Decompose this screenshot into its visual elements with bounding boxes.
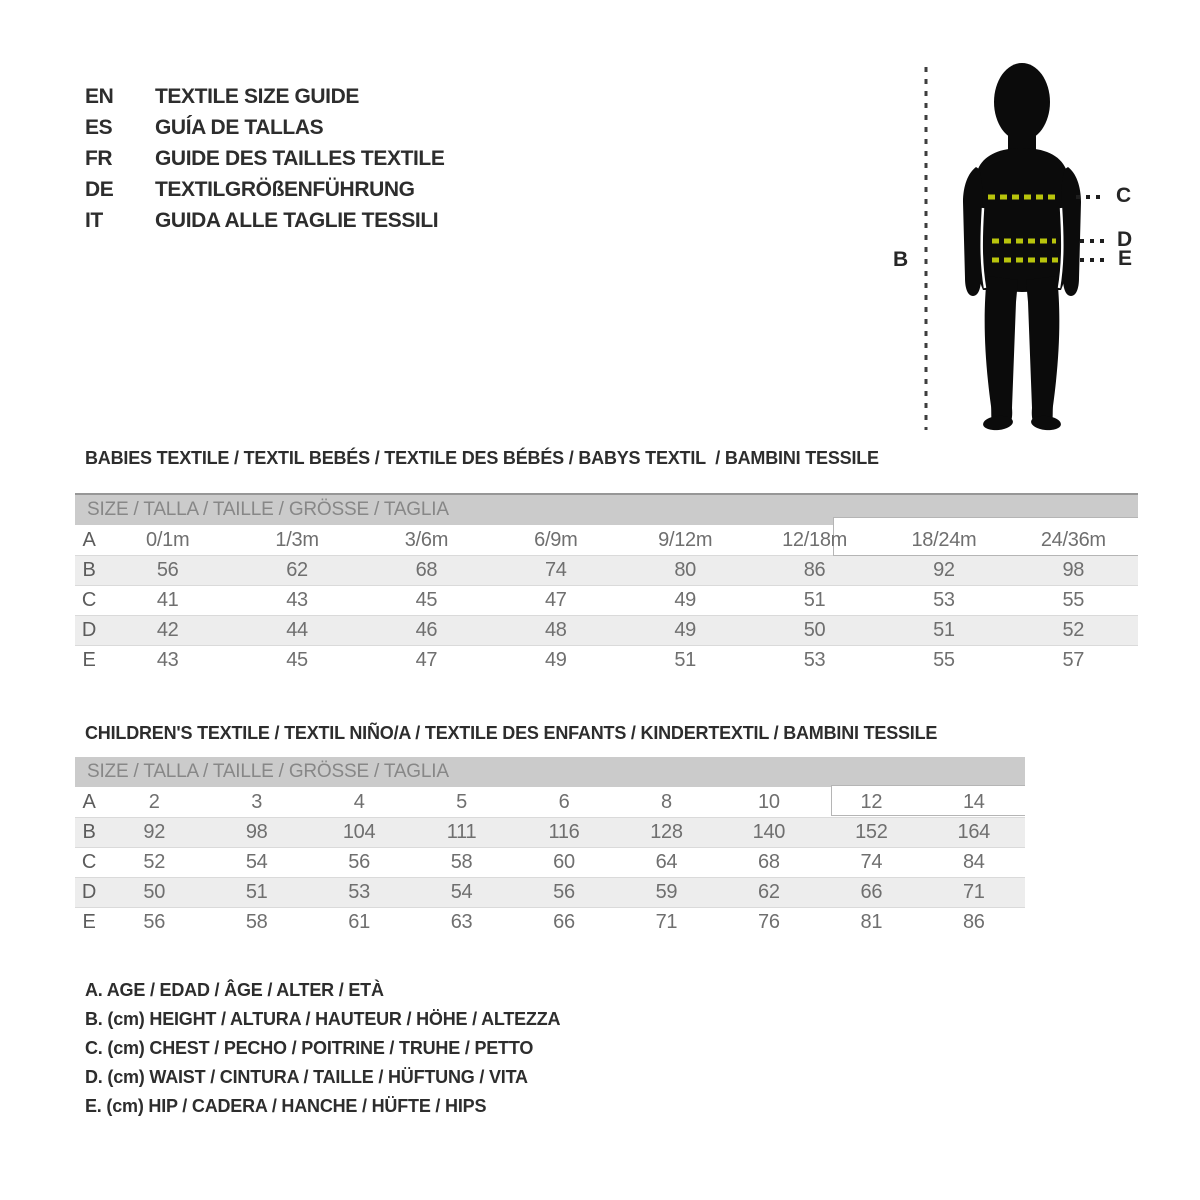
legend-hip: E. (cm) HIP / CADERA / HANCHE / HÜFTE / HIPS bbox=[85, 1096, 487, 1116]
size-value: 9/12m bbox=[658, 528, 713, 551]
size-value: 64 bbox=[655, 851, 678, 873]
size-value: 49 bbox=[544, 649, 567, 671]
children-table-body bbox=[75, 787, 1025, 937]
row-label: E bbox=[82, 649, 96, 671]
size-header-text: SIZE / TALLA / TAILLE / GRÖSSE / TAGLIA bbox=[87, 499, 449, 520]
measurement-legend bbox=[85, 976, 560, 1121]
size-value: 98 bbox=[245, 821, 268, 843]
size-value: 53 bbox=[803, 649, 826, 671]
size-value: 2 bbox=[148, 790, 160, 813]
size-value: 52 bbox=[143, 851, 166, 873]
language-row bbox=[85, 112, 444, 143]
size-value: 86 bbox=[962, 911, 985, 933]
child-silhouette bbox=[880, 50, 1180, 450]
size-value: 62 bbox=[286, 559, 308, 581]
size-value: 50 bbox=[803, 619, 826, 641]
size-value: 111 bbox=[446, 821, 477, 843]
size-value: 50 bbox=[143, 881, 166, 903]
size-header-text: SIZE / TALLA / TAILLE / GRÖSSE / TAGLIA bbox=[87, 761, 449, 782]
size-value: 14 bbox=[962, 790, 985, 813]
row-label: C bbox=[81, 589, 97, 611]
size-value: 84 bbox=[962, 851, 985, 873]
size-value: 0/1m bbox=[146, 528, 190, 551]
row-label: C bbox=[81, 851, 97, 873]
size-value: 3/6m bbox=[404, 528, 449, 551]
size-value: 41 bbox=[156, 589, 179, 611]
size-value: 54 bbox=[450, 881, 473, 903]
language-title: TEXTILGRÖßENFÜHRUNG bbox=[155, 177, 415, 201]
language-title: GUÍA DE TALLAS bbox=[155, 115, 324, 139]
measurement-figure bbox=[880, 50, 1200, 450]
size-value: 62 bbox=[758, 881, 780, 903]
size-value: 56 bbox=[156, 559, 179, 581]
table-row-d bbox=[75, 877, 1025, 907]
size-value: 10 bbox=[758, 790, 780, 813]
size-value: 42 bbox=[156, 619, 179, 641]
table-row-e bbox=[75, 645, 1138, 675]
legend-height: B. (cm) HEIGHT / ALTURA / HAUTEUR / HÖHE / ALTEZZA bbox=[85, 1009, 561, 1029]
size-value: 43 bbox=[286, 589, 308, 611]
size-value: 5 bbox=[456, 790, 467, 813]
size-value: 44 bbox=[286, 619, 308, 641]
waist-label: D bbox=[1117, 228, 1133, 251]
size-value: 51 bbox=[674, 649, 697, 671]
size-value: 51 bbox=[245, 881, 268, 903]
size-value: 81 bbox=[860, 911, 883, 933]
size-value: 92 bbox=[143, 821, 166, 843]
language-code: EN bbox=[85, 84, 114, 108]
hip-label: E bbox=[1118, 247, 1133, 270]
size-value: 80 bbox=[674, 559, 697, 581]
size-value: 152 bbox=[855, 821, 888, 843]
size-value: 12 bbox=[860, 790, 883, 813]
table-row-c bbox=[75, 847, 1025, 877]
size-value: 51 bbox=[803, 589, 826, 611]
language-code: DE bbox=[85, 177, 114, 201]
size-value: 71 bbox=[962, 881, 985, 903]
size-value: 6/9m bbox=[534, 528, 578, 551]
size-value: 54 bbox=[245, 851, 268, 873]
size-header-bar bbox=[75, 757, 1025, 787]
babies-table-body bbox=[75, 525, 1138, 675]
size-value: 4 bbox=[353, 790, 365, 813]
children-size-table bbox=[75, 757, 1025, 937]
size-value: 68 bbox=[758, 851, 780, 873]
table-row-a bbox=[75, 525, 1138, 555]
language-title: TEXTILE SIZE GUIDE bbox=[155, 84, 359, 108]
row-label: E bbox=[82, 911, 96, 933]
language-title: GUIDE DES TAILLES TEXTILE bbox=[155, 146, 445, 170]
row-label: A bbox=[82, 528, 96, 551]
chest-label: C bbox=[1116, 184, 1132, 207]
size-value: 116 bbox=[548, 821, 580, 843]
size-value: 18/24m bbox=[911, 528, 977, 551]
size-value: 52 bbox=[1062, 619, 1085, 641]
table-row-b bbox=[75, 817, 1025, 847]
size-value: 55 bbox=[1062, 589, 1085, 611]
size-value: 6 bbox=[558, 790, 570, 813]
size-value: 56 bbox=[143, 911, 166, 933]
language-row bbox=[85, 174, 444, 205]
size-value: 57 bbox=[1062, 649, 1085, 671]
children-section-heading: CHILDREN'S TEXTILE / TEXTIL NIÑO/A / TEXTILE DES ENFANTS / KINDERTEXTIL / BAMBINI TESSILE bbox=[85, 723, 938, 743]
size-value: 1/3m bbox=[275, 528, 319, 551]
size-value: 61 bbox=[348, 911, 370, 933]
size-value: 45 bbox=[415, 589, 438, 611]
size-value: 59 bbox=[655, 881, 678, 903]
size-value: 53 bbox=[933, 589, 955, 611]
size-value: 3 bbox=[251, 790, 263, 813]
size-value: 55 bbox=[933, 649, 955, 671]
size-value: 66 bbox=[860, 881, 883, 903]
size-value: 66 bbox=[553, 911, 575, 933]
size-value: 24/36m bbox=[1040, 528, 1106, 551]
size-value: 86 bbox=[803, 559, 826, 581]
table-row-c bbox=[75, 585, 1138, 615]
size-value: 104 bbox=[342, 821, 376, 843]
language-code: FR bbox=[85, 146, 113, 170]
size-value: 46 bbox=[415, 619, 438, 641]
size-value: 8 bbox=[661, 790, 672, 813]
size-value: 140 bbox=[752, 821, 786, 843]
language-code: ES bbox=[85, 115, 113, 139]
size-value: 53 bbox=[348, 881, 370, 903]
language-row bbox=[85, 143, 444, 174]
table-row-d bbox=[75, 615, 1138, 645]
legend-waist: D. (cm) WAIST / CINTURA / TAILLE / HÜFTUNG / VITA bbox=[85, 1067, 528, 1087]
row-label: D bbox=[81, 619, 97, 641]
row-label: B bbox=[82, 821, 96, 843]
size-value: 128 bbox=[650, 821, 683, 843]
size-value: 74 bbox=[860, 851, 883, 873]
table-row-e bbox=[75, 907, 1025, 937]
size-value: 45 bbox=[286, 649, 308, 671]
size-value: 58 bbox=[245, 911, 268, 933]
size-value: 92 bbox=[933, 559, 955, 581]
size-value: 51 bbox=[933, 619, 955, 641]
size-value: 12/18m bbox=[782, 528, 848, 551]
size-value: 56 bbox=[553, 881, 575, 903]
height-label: B bbox=[893, 248, 909, 271]
size-value: 58 bbox=[450, 851, 473, 873]
size-value: 60 bbox=[553, 851, 575, 873]
table-row-b bbox=[75, 555, 1138, 585]
row-label: B bbox=[82, 559, 96, 581]
legend-chest: C. (cm) CHEST / PECHO / POITRINE / TRUHE / PETTO bbox=[85, 1038, 534, 1058]
size-value: 74 bbox=[544, 559, 567, 581]
size-value: 76 bbox=[758, 911, 780, 933]
size-value: 164 bbox=[957, 821, 990, 843]
size-value: 49 bbox=[674, 589, 697, 611]
size-value: 71 bbox=[655, 911, 678, 933]
language-row bbox=[85, 205, 444, 236]
size-value: 43 bbox=[156, 649, 179, 671]
size-value: 63 bbox=[450, 911, 473, 933]
size-value: 98 bbox=[1062, 559, 1085, 581]
language-row bbox=[85, 81, 444, 112]
language-code: IT bbox=[85, 208, 103, 232]
size-value: 47 bbox=[544, 589, 567, 611]
language-title: GUIDA ALLE TAGLIE TESSILI bbox=[155, 208, 439, 232]
row-label: A bbox=[82, 790, 96, 813]
babies-section-heading: BABIES TEXTILE / TEXTIL BEBÉS / TEXTILE DES BÉBÉS / BABYS TEXTIL / BAMBINI TESSILE bbox=[85, 448, 879, 468]
size-value: 56 bbox=[348, 851, 370, 873]
size-value: 48 bbox=[544, 619, 567, 641]
row-label: D bbox=[81, 881, 97, 903]
size-value: 68 bbox=[415, 559, 438, 581]
size-value: 49 bbox=[674, 619, 697, 641]
language-title-block bbox=[85, 81, 444, 236]
legend-age: A. AGE / EDAD / ÂGE / ALTER / ETÀ bbox=[85, 980, 384, 1000]
table-row-a bbox=[75, 787, 1025, 817]
size-value: 47 bbox=[415, 649, 438, 671]
